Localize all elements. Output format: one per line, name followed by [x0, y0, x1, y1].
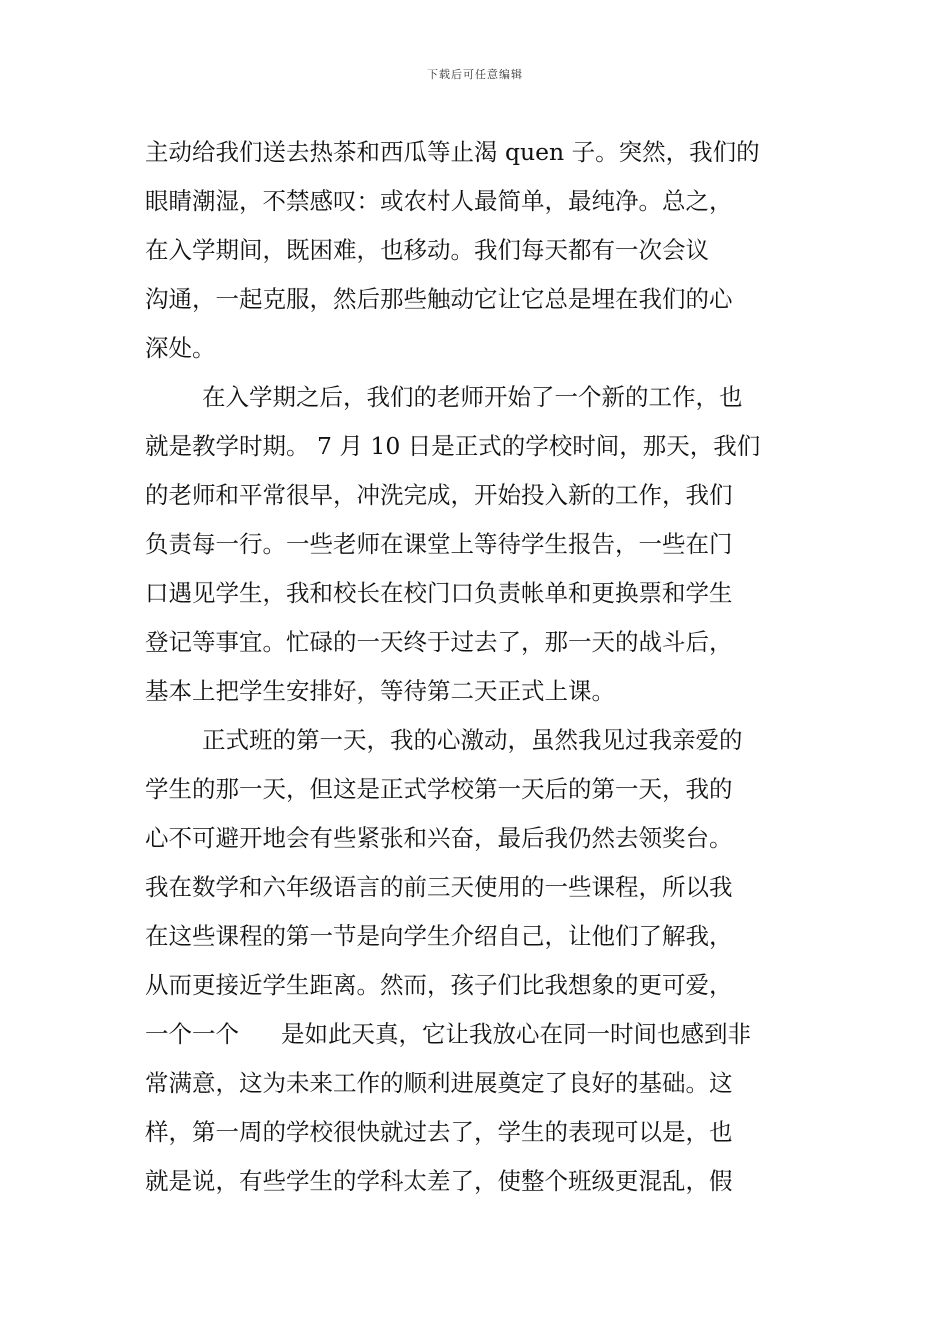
text-line: 口遇见学生，我和校长在校门口负责帐单和更换票和学生	[145, 579, 733, 607]
text-line: 心不可避开地会有些紧张和兴奋，最后我仍然去领奖台。	[145, 824, 733, 852]
paragraph	[145, 128, 810, 373]
text-line: 从而更接近学生距离。然而，孩子们比我想象的更可爱，	[145, 971, 733, 999]
text-line: 登记等事宜。忙碌的一天终于过去了，那一天的战斗后，	[145, 628, 733, 656]
text-line: 常满意，这为未来工作的顺利进展奠定了良好的基础。这	[145, 1069, 733, 1097]
text-line: 负责每一行。一些老师在课堂上等待学生报告，一些在门	[145, 530, 733, 558]
paragraph	[145, 716, 810, 1206]
document-body	[145, 128, 810, 1206]
text-line: 眼睛潮湿，不禁感叹：或农村人最简单，最纯净。总之，	[145, 187, 733, 215]
text-line: 在入学期间，既困难，也移动。我们每天都有一次会议	[145, 236, 709, 264]
text-line: 我在数学和六年级语言的前三天使用的一些课程，所以我	[145, 873, 733, 901]
text-line: 就是教学时期。 7 月 10 日是正式的学校时间，那天，我们	[145, 432, 761, 460]
text-line: 在这些课程的第一节是向学生介绍自己，让他们了解我，	[145, 922, 733, 950]
text-line: 主动给我们送去热茶和西瓜等止渴 quen 子。突然，我们的	[145, 138, 760, 166]
text-line: 深处。	[145, 334, 216, 362]
text-line: 沟通，一起克服，然后那些触动它让它总是埋在我们的心	[145, 285, 733, 313]
paragraph	[145, 373, 810, 716]
text-line: 正式班的第一天，我的心激动，虽然我见过我亲爱的	[202, 726, 743, 754]
text-segment: 是如此天真，它让我放心在同一时间也感到非	[281, 1020, 751, 1048]
text-line: 样，第一周的学校很快就过去了，学生的表现可以是，也	[145, 1118, 733, 1146]
text-line: 在入学期之后，我们的老师开始了一个新的工作，也	[202, 383, 743, 411]
text-line	[145, 1010, 810, 1059]
text-line: 就是说，有些学生的学科太差了，使整个班级更混乱，假	[145, 1167, 733, 1195]
page-header: 下载后可任意编辑	[427, 68, 523, 81]
text-line: 的老师和平常很早，冲洗完成，开始投入新的工作，我们	[145, 481, 733, 509]
text-line: 学生的那一天，但这是正式学校第一天后的第一天，我的	[145, 775, 733, 803]
text-segment: 一个一个	[145, 1020, 239, 1048]
text-line: 基本上把学生安排好，等待第二天正式上课。	[145, 677, 615, 705]
